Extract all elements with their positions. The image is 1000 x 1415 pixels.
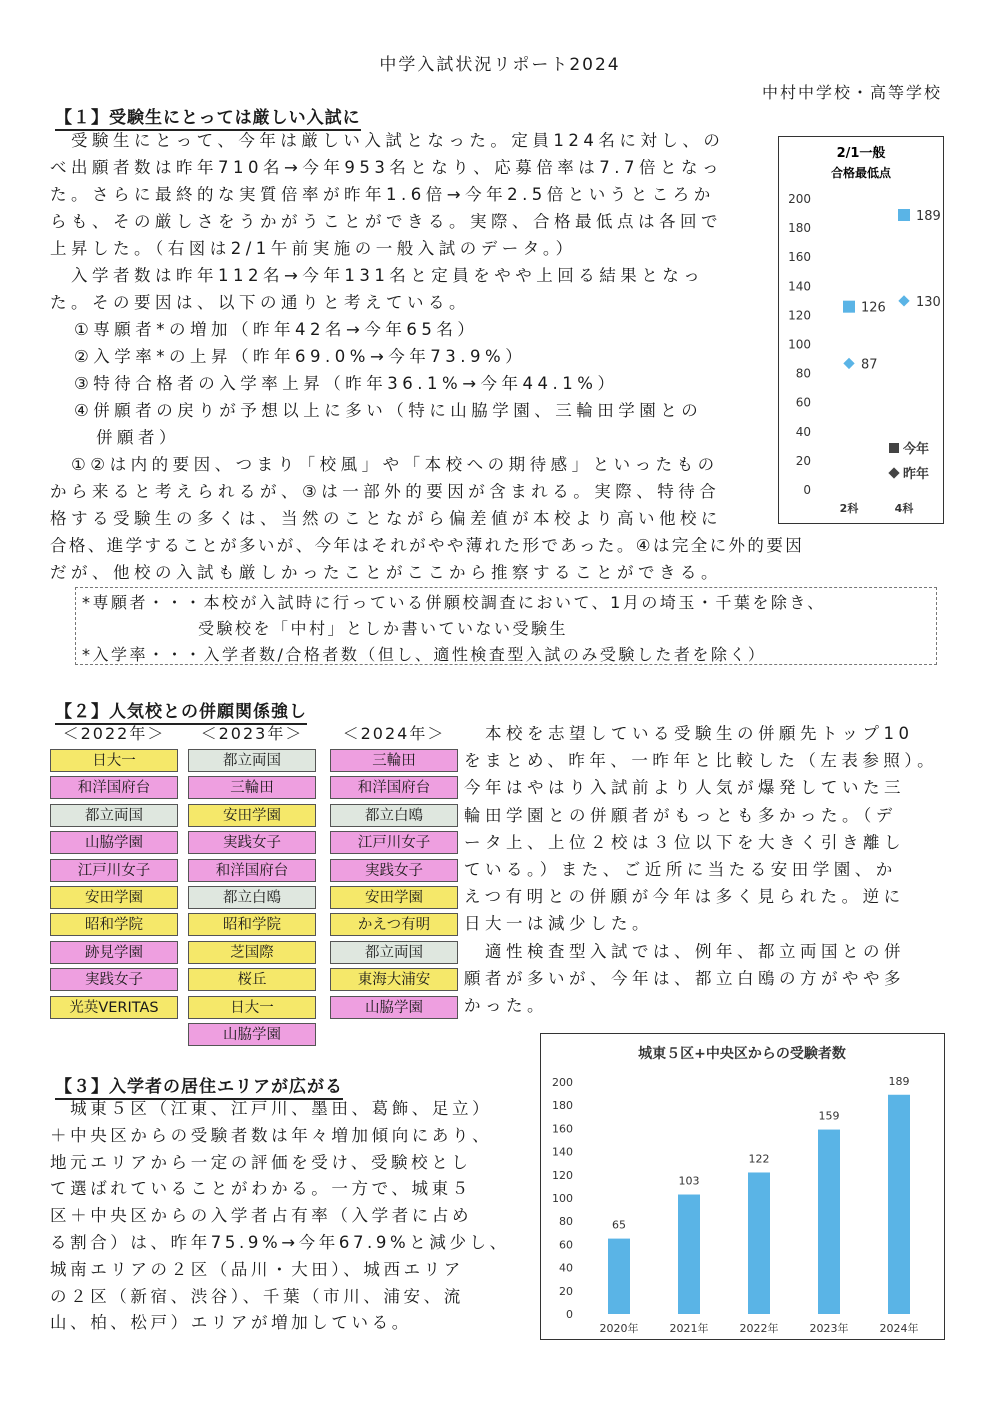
y-tick-label: 200 (788, 192, 811, 206)
bar (608, 1239, 630, 1314)
y-tick-label: 160 (552, 1122, 573, 1136)
paragraph-line: 日大一は減少した。 (464, 914, 653, 934)
y-tick-label: 20 (795, 453, 811, 468)
paragraph-line: 合格、進学することが多いが、今年はそれがやや薄れた形であった。④は完全に外的要因 (50, 536, 805, 555)
paragraph-line: た。その要因は、以下の通りと考えている。 (50, 293, 470, 312)
paragraph-line: 本校を志望している受験生の併願先トップ10 (464, 724, 914, 743)
legend-square-icon (889, 443, 899, 453)
paragraph-line: をまとめ、昨年、一昨年と比較した（左表参照）。 (464, 751, 939, 771)
y-tick-label: 0 (803, 483, 811, 497)
paragraph-line: ている。）また、ご近所に当たる安田学園、か (464, 860, 897, 880)
paragraph-line: 上昇した。（右図は2/1午前実施の一般入試のデータ。） (50, 239, 577, 258)
data-label: 126 (861, 300, 886, 316)
paragraph-line: 区＋中央区からの入学者占有率（入学者に占め (50, 1206, 473, 1226)
y-tick-label: 100 (788, 337, 811, 352)
school-cell: 都立両国 (330, 941, 458, 964)
paragraph-line: えつ有明との併願が今年は多く見られた。逆に (464, 887, 905, 907)
score-point-last-year (898, 295, 909, 306)
year-column-header: ＜2023年＞ (200, 724, 304, 743)
school-cell: 日大一 (50, 749, 178, 772)
applicants-bar-chart (540, 1033, 945, 1340)
paragraph-line: らも、その厳しさをうかがうことができる。実際、合格最低点は各回で (50, 212, 722, 231)
page-title: 中学入試状況リポート2024 (379, 55, 621, 75)
x-category-label: 2021年 (669, 1322, 709, 1335)
chart2-title: 城東５区+中央区からの受験者数 (638, 1046, 846, 1062)
school-cell: 三輪田 (330, 749, 458, 772)
paragraph-line: 願者が多いが、今年は、都立白鴎の方がやや多 (464, 968, 905, 988)
school-cell: 東海大浦安 (330, 968, 458, 991)
school-cell: 光英VERITAS (50, 996, 178, 1019)
bar (748, 1172, 770, 1314)
score-point-this-year (843, 301, 855, 313)
paragraph-line: 入学者数は昨年112名→今年131名と定員をやや上回る結果となっ (50, 266, 705, 285)
factor-item: 併願者） (96, 428, 180, 447)
y-tick-label: 120 (788, 308, 811, 323)
factor-item: ②入学率*の上昇（昨年69.0%→今年73.9%） (74, 347, 527, 366)
school-cell: かえつ有明 (330, 913, 458, 936)
school-cell: 実践女子 (50, 968, 178, 991)
school-cell: 安田学園 (330, 886, 458, 909)
paragraph-line: 輪田学園との併願者がもっとも多かった。（デ (464, 805, 897, 825)
y-tick-label: 80 (795, 366, 811, 381)
paragraph-line: 今年はやはり入試前より人気が爆発していた三 (464, 778, 905, 798)
legend-label: 昨年 (903, 467, 930, 482)
factor-item: ③特待合格者の入学率上昇（昨年36.1%→今年44.1%） (74, 374, 619, 393)
section3-heading: 【３】入学者の居住エリアが広がる (55, 1072, 343, 1097)
y-tick-label: 180 (552, 1099, 573, 1113)
x-category-label: 2020年 (599, 1322, 639, 1335)
definitions-note (75, 587, 937, 665)
factor-item: ④併願者の戻りが予想以上に多い（特に山脇学園、三輪田学園との (74, 401, 703, 420)
school-cell: 三輪田 (188, 776, 316, 799)
bar (678, 1195, 700, 1314)
min-score-chart (778, 136, 944, 524)
y-tick-label: 100 (552, 1192, 573, 1205)
chart1-title: 2/1一般 (836, 146, 886, 161)
y-tick-label: 120 (552, 1168, 573, 1182)
school-cell: 昭和学院 (50, 913, 178, 936)
year-column-header: ＜2022年＞ (62, 724, 166, 743)
legend-diamond-icon (888, 467, 899, 478)
data-label: 130 (916, 294, 941, 310)
score-point-this-year (898, 209, 910, 221)
paragraph-line: ータ上、上位２校は３位以下を大きく引き離し (464, 832, 905, 852)
section1-body (50, 127, 780, 451)
school-cell: 昭和学院 (188, 913, 316, 936)
school-cell: 実践女子 (188, 831, 316, 854)
applicants-bar-chart-svg (541, 1034, 944, 1339)
school-cell: 都立両国 (188, 749, 316, 772)
school-cell: 和洋国府台 (50, 776, 178, 799)
y-tick-label: 60 (559, 1238, 573, 1252)
paragraph-line: 城南エリアの２区（品川・大田）、城西エリア (50, 1259, 464, 1279)
paragraph-line: 山、柏、松戸）エリアが増加している。 (50, 1313, 412, 1333)
school-cell: 和洋国府台 (188, 859, 316, 882)
paragraph-line: 格する受験生の多くは、当然のことながら偏差値が本校より高い他校に (50, 509, 722, 528)
school-cell: 芝国際 (188, 941, 316, 964)
x-category-label: 4科 (894, 502, 914, 515)
y-tick-label: 20 (559, 1284, 573, 1298)
bar (818, 1130, 840, 1314)
factor-item: ①専願者*の増加（昨年42名→今年65名） (74, 320, 479, 339)
school-cell: 山脇学園 (188, 1023, 316, 1046)
note-line: *専願者・・・本校が入試時に行っている併願校調査において、1月の埼玉・千葉を除き、 (82, 593, 826, 612)
y-tick-label: 140 (788, 279, 811, 294)
school-cell: 都立白鴎 (188, 886, 316, 909)
paragraph-line: の２区（新宿、渋谷）、千葉（市川、浦安、流 (50, 1286, 464, 1306)
section2-body (464, 720, 954, 1019)
bar-value-label: 189 (888, 1074, 910, 1088)
paragraph-line: から来ると考えられるが、③は一部外的要因が含まれる。実際、特待合 (50, 482, 721, 501)
school-cell: 山脇学園 (330, 996, 458, 1019)
school-cell: 江戸川女子 (330, 831, 458, 854)
score-point-last-year (843, 358, 854, 369)
section3-body (50, 1096, 540, 1337)
bar-value-label: 103 (678, 1174, 700, 1188)
y-tick-label: 0 (566, 1308, 573, 1321)
chart1-subtitle: 合格最低点 (830, 166, 892, 180)
x-category-label: 2024年 (879, 1322, 919, 1335)
y-tick-label: 200 (552, 1076, 573, 1089)
paragraph-line: て選ばれていることがわかる。一方で、城東５ (50, 1179, 472, 1199)
school-cell: 日大一 (188, 996, 316, 1019)
paragraph-line: ①②は内的要因、つまり「校風」や「本校への期待感」といったもの (50, 455, 719, 474)
school-cell: 安田学園 (188, 804, 316, 827)
note-line: *入学率・・・入学者数/合格者数（但し、適性検査型入試のみ受験した者を除く） (82, 645, 767, 664)
paragraph-line: ＋中央区からの受験者数は年々増加傾向にあり、 (50, 1125, 493, 1145)
school-cell: 都立両国 (50, 804, 178, 827)
y-tick-label: 40 (795, 424, 811, 439)
paragraph-line: る割合）は、昨年75.9%→今年67.9%と減少し、 (50, 1232, 510, 1252)
school-cell: 和洋国府台 (330, 776, 458, 799)
y-tick-label: 140 (552, 1145, 573, 1159)
section2-heading: 【２】人気校との併願関係強し (55, 697, 307, 722)
legend-label: 今年 (903, 442, 930, 457)
bar-value-label: 159 (818, 1109, 840, 1123)
paragraph-line: 受験生にとって、今年は厳しい入試となった。定員124名に対し、の (50, 131, 725, 150)
school-cell: 実践女子 (330, 859, 458, 882)
min-score-chart-svg (779, 137, 943, 523)
school-cell: 山脇学園 (50, 831, 178, 854)
x-category-label: 2023年 (809, 1322, 849, 1335)
y-tick-label: 180 (788, 221, 811, 236)
paragraph-line: だが、他校の入試も厳しかったことがここから推察することができる。 (50, 563, 722, 582)
x-category-label: 2022年 (739, 1322, 779, 1335)
paragraph-line: かった。 (464, 996, 548, 1016)
school-cell: 桜丘 (188, 968, 316, 991)
school-cell: 江戸川女子 (50, 859, 178, 882)
y-tick-label: 60 (795, 395, 811, 410)
school-name: 中村中学校・高等学校 (761, 83, 942, 102)
bar (888, 1095, 910, 1314)
school-cell: 跡見学園 (50, 941, 178, 964)
data-label: 189 (916, 209, 941, 225)
y-tick-label: 80 (559, 1215, 573, 1229)
paragraph-line: べ出願者数は昨年710名→今年953名となり、応募倍率は7.7倍となっ (50, 158, 724, 177)
school-cell: 安田学園 (50, 886, 178, 909)
paragraph-line: た。さらに最終的な実質倍率が昨年1.6倍→今年2.5倍というところか (50, 185, 715, 204)
paragraph-line: 城東５区（江東、江戸川、墨田、葛飾、足立） (50, 1099, 493, 1118)
section1-heading: 【１】受験生にとっては厳しい入試に (55, 103, 361, 128)
x-category-label: 2科 (839, 502, 859, 515)
paragraph-line: 地元エリアから一定の評価を受け、受験校とし (50, 1152, 472, 1172)
note-line: 受験校を「中村」としか書いていない受験生 (198, 619, 569, 638)
y-tick-label: 160 (788, 250, 811, 265)
school-cell: 都立白鴎 (330, 804, 458, 827)
paragraph-line: 適性検査型入試では、例年、都立両国との併 (464, 941, 905, 961)
bar-value-label: 122 (748, 1152, 770, 1166)
data-label: 87 (861, 357, 878, 373)
year-column-header: ＜2024年＞ (342, 724, 446, 743)
y-tick-label: 40 (559, 1261, 573, 1275)
bar-value-label: 65 (612, 1218, 626, 1232)
